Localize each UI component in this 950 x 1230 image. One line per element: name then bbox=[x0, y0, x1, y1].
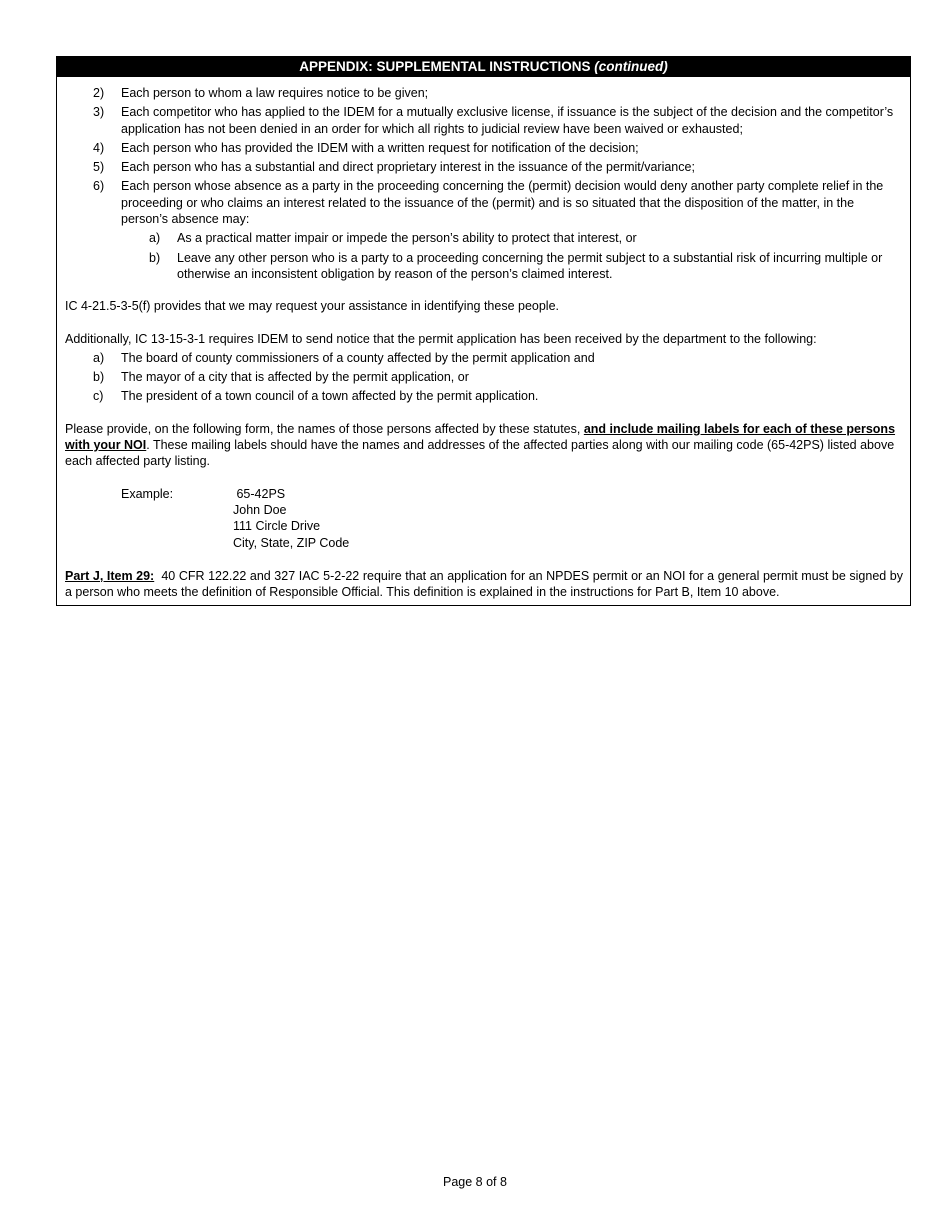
list-item: 6) Each person whose absence as a party in the proceeding concerning the (permit) decision would deny another party complete relief in the proceeding or who claims an interest related to the issuance of the (permit) and is so situated that the disposition of the matter, in the person’s absence may: bbox=[93, 179, 884, 227]
appendix-box bbox=[56, 56, 911, 606]
mailing-labels-paragraph: Please provide, on the following form, the names of those persons affected by these statutes, and include mailing labels for each of these persons with your NOI. These mailing labels should have the names and addresses of the affected parties along with our mailing code (65-42PS) listed above each affected party listing. bbox=[65, 421, 896, 469]
ic-13-paragraph: Additionally, IC 13-15-3-1 requires IDEM to send notice that the permit application has been received by the department to the following: bbox=[65, 331, 817, 346]
ic-list-item: b) The mayor of a city that is affected by the permit application, or bbox=[93, 370, 469, 385]
mailing-labels-emphasis: and include mailing labels for each of these persons with your NOI bbox=[65, 421, 896, 453]
list-item: 4) Each person who has provided the IDEM with a written request for notification of the decision; bbox=[93, 140, 639, 155]
list-item: 3) Each competitor who has applied to the IDEM for a mutually exclusive license, if issuance is the subject of the decision and the competitor’s application has not been denied in an order for which all rights to judicial review have been waived or exhausted; bbox=[93, 105, 894, 136]
example-address: 65-42PS John Doe 111 Circle Drive City, State, ZIP Code bbox=[233, 486, 350, 550]
header-continued: (continued) bbox=[594, 59, 668, 74]
appendix-header bbox=[57, 57, 910, 77]
sub-list-item: b) Leave any other person who is a party to a proceeding concerning the permit subject to a substantial risk of incurring multiple or otherwise an inconsistent obligation by reason of the person’s claimed interest. bbox=[149, 250, 883, 281]
list-item: 2) Each person to whom a law requires notice to be given; bbox=[93, 86, 429, 100]
page-number: Page 8 of 8 bbox=[443, 1175, 507, 1189]
ic-list-item: c) The president of a town council of a town affected by the permit application. bbox=[93, 389, 539, 404]
ic-4-paragraph: IC 4-21.5-3-5(f) provides that we may request your assistance in identifying these people. bbox=[65, 299, 560, 314]
ic-list-item: a) The board of county commissioners of a county affected by the permit application and bbox=[93, 350, 595, 365]
sub-list-item: a) As a practical matter impair or impede the person’s ability to protect that interest, or bbox=[149, 231, 637, 246]
appendix-content bbox=[57, 77, 910, 600]
list-item: 5) Each person who has a substantial and direct proprietary interest in the issuance of the permit/variance; bbox=[93, 160, 695, 175]
part-j-paragraph: Part J, Item 29: 40 CFR 122.22 and 327 IAC 5-2-22 require that an application for an NPDES permit or an NOI for a general permit must be signed by a person who meets the definition of Responsible Official. This definition is explained in the instructions for Part B, Item 10 above. bbox=[65, 568, 907, 599]
mailing-label-example bbox=[65, 486, 903, 552]
header-title: APPENDIX: SUPPLEMENTAL INSTRUCTIONS bbox=[299, 59, 591, 74]
part-j-label: Part J, Item 29: bbox=[65, 568, 155, 583]
example-label: Example: bbox=[121, 486, 174, 501]
